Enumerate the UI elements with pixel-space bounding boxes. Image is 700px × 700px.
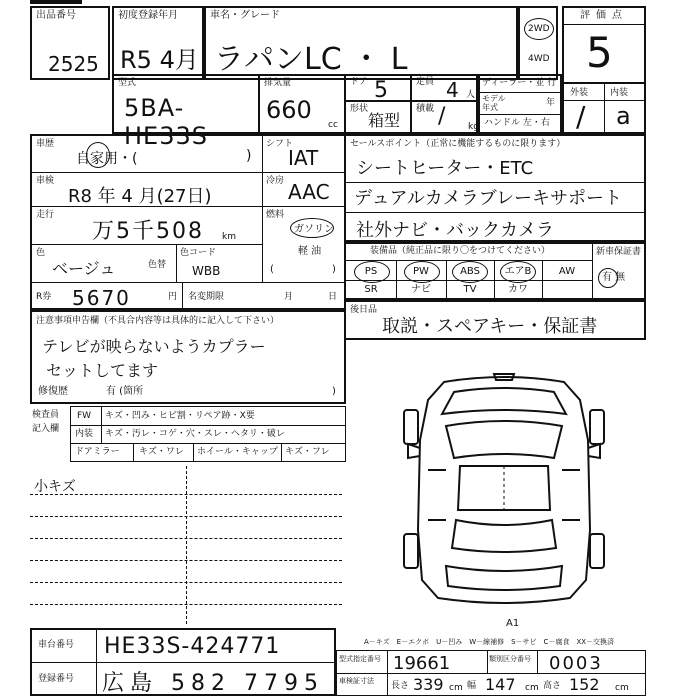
damage-notes-area [30,466,346,626]
notes-label: 注意事項申告欄（不具合内容等は具体的に記入して下さい） [36,316,280,326]
seats-cell [410,74,478,102]
equip-leather: カワ [508,284,528,295]
checker-row3-0: ドアミラー [75,447,120,457]
equip-navi: ナビ [411,284,431,295]
recycle-value: 5670 [72,286,131,310]
fuel-value: ガソリン [294,224,334,235]
first-reg-cell [112,6,204,80]
notes-block [30,310,346,404]
accessories-label: 後日品 [350,305,378,315]
selling-point-3: 社外ナビ・バックカメラ [356,220,554,241]
interior-value: a [616,102,631,130]
plate-label: 登録番号 [38,674,75,684]
checker-row2-text: キズ・汚レ・コゲ・穴・スレ・ヘタリ・破レ [105,429,285,439]
checker-row3-2: ホイール・キャップ [197,447,278,457]
shaken-label: 車検 [36,176,55,186]
checker-row3-3: キズ・フレ [285,447,330,457]
accessories-block [344,300,646,340]
usage-circle [86,142,110,168]
color-label: 色 [36,248,46,258]
inspection-block [30,134,346,310]
checker-label-2: 記入欄 [32,424,60,434]
selling-points-label: セールスポイント（正常に機能するものに限ります） [350,139,566,149]
type-cert-label: 型式指定番号 [339,655,381,663]
length-label: 長さ [391,681,410,691]
displacement-value: 660 [266,96,312,124]
type-cert-value: 19661 [393,653,451,674]
load-value: / [438,104,446,129]
checker-grid [70,406,346,462]
load-cell [410,100,478,134]
first-reg-value: R5 4月 [120,46,199,74]
equip-ps-circle [354,261,390,283]
height-value: 152 [569,675,600,694]
repair-label: 修復歴 [38,386,68,397]
name-grade-value: ラパンLC ・ L [214,42,408,77]
length-value: 339 [413,675,444,694]
name-change-label: 名変期限 [188,292,225,302]
chassis-value: HE33S-424771 [104,634,281,659]
equip-tv: TV [463,284,477,295]
checker-label-1: 検査員 [32,410,60,420]
checker-row2-head: 内装 [75,429,94,439]
chassis-label: 車台番号 [38,640,75,650]
fuel-light: 軽 油 [298,246,322,257]
notes-line-2: セットしてます [46,361,159,380]
model-cell [112,74,260,150]
warranty-value: 有 無 [602,272,626,283]
ac-value: AAC [288,180,330,204]
drive-2wd: 2WD [528,24,550,34]
category-value: 0003 [549,653,603,674]
category-label: 類別区分番号 [489,655,531,663]
height-unit: cm [615,683,629,693]
checker-row1-head: FW [77,411,92,421]
equip-abs: ABS [460,266,480,277]
doors-label: ドア [350,77,368,87]
name-grade-label: 車名・グレード [210,10,280,21]
width-unit: cm [525,683,539,693]
doors-cell [344,74,412,102]
day-unit: 日 [328,292,338,302]
equip-sr: SR [364,284,378,295]
equip-airbag-circle [500,261,536,283]
color-code-value: WBB [192,264,221,278]
recycle-label: R券 [36,292,52,302]
lot-number: 2525 [48,52,99,76]
model-value: 5BA-HE33S [124,94,208,150]
top-marker [30,0,82,4]
shift-value: IAT [288,146,319,170]
displacement-label: 排気量 [264,78,292,88]
height-label: 高さ [543,681,562,691]
first-reg-label: 初度登録年月 [118,10,178,21]
load-label: 積載 [416,104,435,114]
equip-abs-circle [452,261,488,283]
selling-points-block [344,134,646,242]
interior-label: 内装 [610,88,629,98]
handle-label: ハンドル 左・右 [484,118,550,128]
fuel-label: 燃料 [266,210,285,220]
exterior-label: 外装 [570,88,589,98]
diagram-legend: A－キズ E－エクボ U－凹み W－線補修 S－サビ C－腐食 XX－交換済 [364,638,615,646]
name-grade-cell [204,6,518,80]
notes-line-1: テレビが映らないようカプラー [42,337,266,356]
equipment-block [344,242,646,300]
repair-close: ) [332,386,336,397]
shape-cell [344,100,412,134]
checker-block [30,406,346,462]
size-label: 車検証寸法 [339,677,374,685]
color-value: ベージュ [52,259,116,278]
load-unit: kg [468,122,479,132]
usage-close: ) [246,148,252,164]
diagram-marker: A1 [506,618,520,629]
fuel-paren-open: ( [270,264,274,275]
footer-left [30,628,336,696]
fuel-paren-close: ) [332,264,336,275]
dealer-cell [478,74,562,134]
model-label: 型式 [118,78,137,88]
equip-airbag: エアB [504,266,532,277]
plate-value: 広島 582 7795 [102,671,324,696]
score-label: 評価点 [580,10,628,21]
lot-label: 出品番号 [36,10,76,21]
equip-pw-circle [404,261,440,283]
seats-unit: 人 [466,90,476,100]
width-label: 幅 [467,681,477,691]
shape-label: 形状 [350,104,369,114]
selling-point-1: シートヒーター・ETC [356,158,534,179]
repair-value: 有 (箇所 [106,386,144,397]
equip-ps: PS [364,266,378,277]
shift-label: シフト [266,139,294,149]
color-code-label: 色コード [180,248,217,258]
mileage-label: 走行 [36,210,55,220]
year-unit: 年 [546,98,556,108]
checker-row1-text: キズ・凹み・ヒビ割・リペア跡・X要 [105,411,255,421]
displacement-cell [258,74,346,134]
lot-cell [30,6,110,80]
color-change-label: 色替 [148,260,167,270]
checker-row3-1: キズ・ワレ [139,447,184,457]
car-diagram [384,370,624,610]
km-unit: km [222,232,236,242]
month-unit: 月 [284,292,294,302]
dealer-label: ディーラー・並 行 [482,78,557,88]
usage-value: 自家用・( [76,151,138,167]
score-cell [562,6,646,134]
yen-unit: 円 [168,292,178,302]
score-value: 5 [586,28,613,77]
ac-label: 冷房 [266,176,285,186]
footer-right [336,650,646,696]
cc-unit: cc [328,120,338,130]
drive-4wd: 4WD [528,54,550,64]
usage-label: 車歴 [36,139,55,149]
warranty-label: 新車保証書 [596,247,642,257]
shape-value: 箱型 [368,111,401,130]
doors-value: 5 [374,78,388,103]
selling-point-2: デュアルカメラブレーキサポート [354,188,623,209]
damage-note-1: 小キズ [34,479,76,495]
width-value: 147 [485,675,516,694]
mileage-value: 万5千508 [92,219,204,244]
seats-label: 定員 [416,77,435,87]
shaken-value: R8 年 4 月(27日) [68,186,212,207]
equipment-label: 装備品（純正品に限り〇をつけてください） [370,246,551,256]
length-unit: cm [449,683,463,693]
model-year-label: モデル年式 [482,94,506,112]
equip-aw: AW [558,266,576,277]
drive-cell [518,6,558,80]
accessories-value: 取説・スペアキー・保証書 [382,316,598,337]
seats-value: 4 [446,78,459,102]
equip-pw: PW [413,266,429,277]
exterior-value: / [576,100,586,133]
